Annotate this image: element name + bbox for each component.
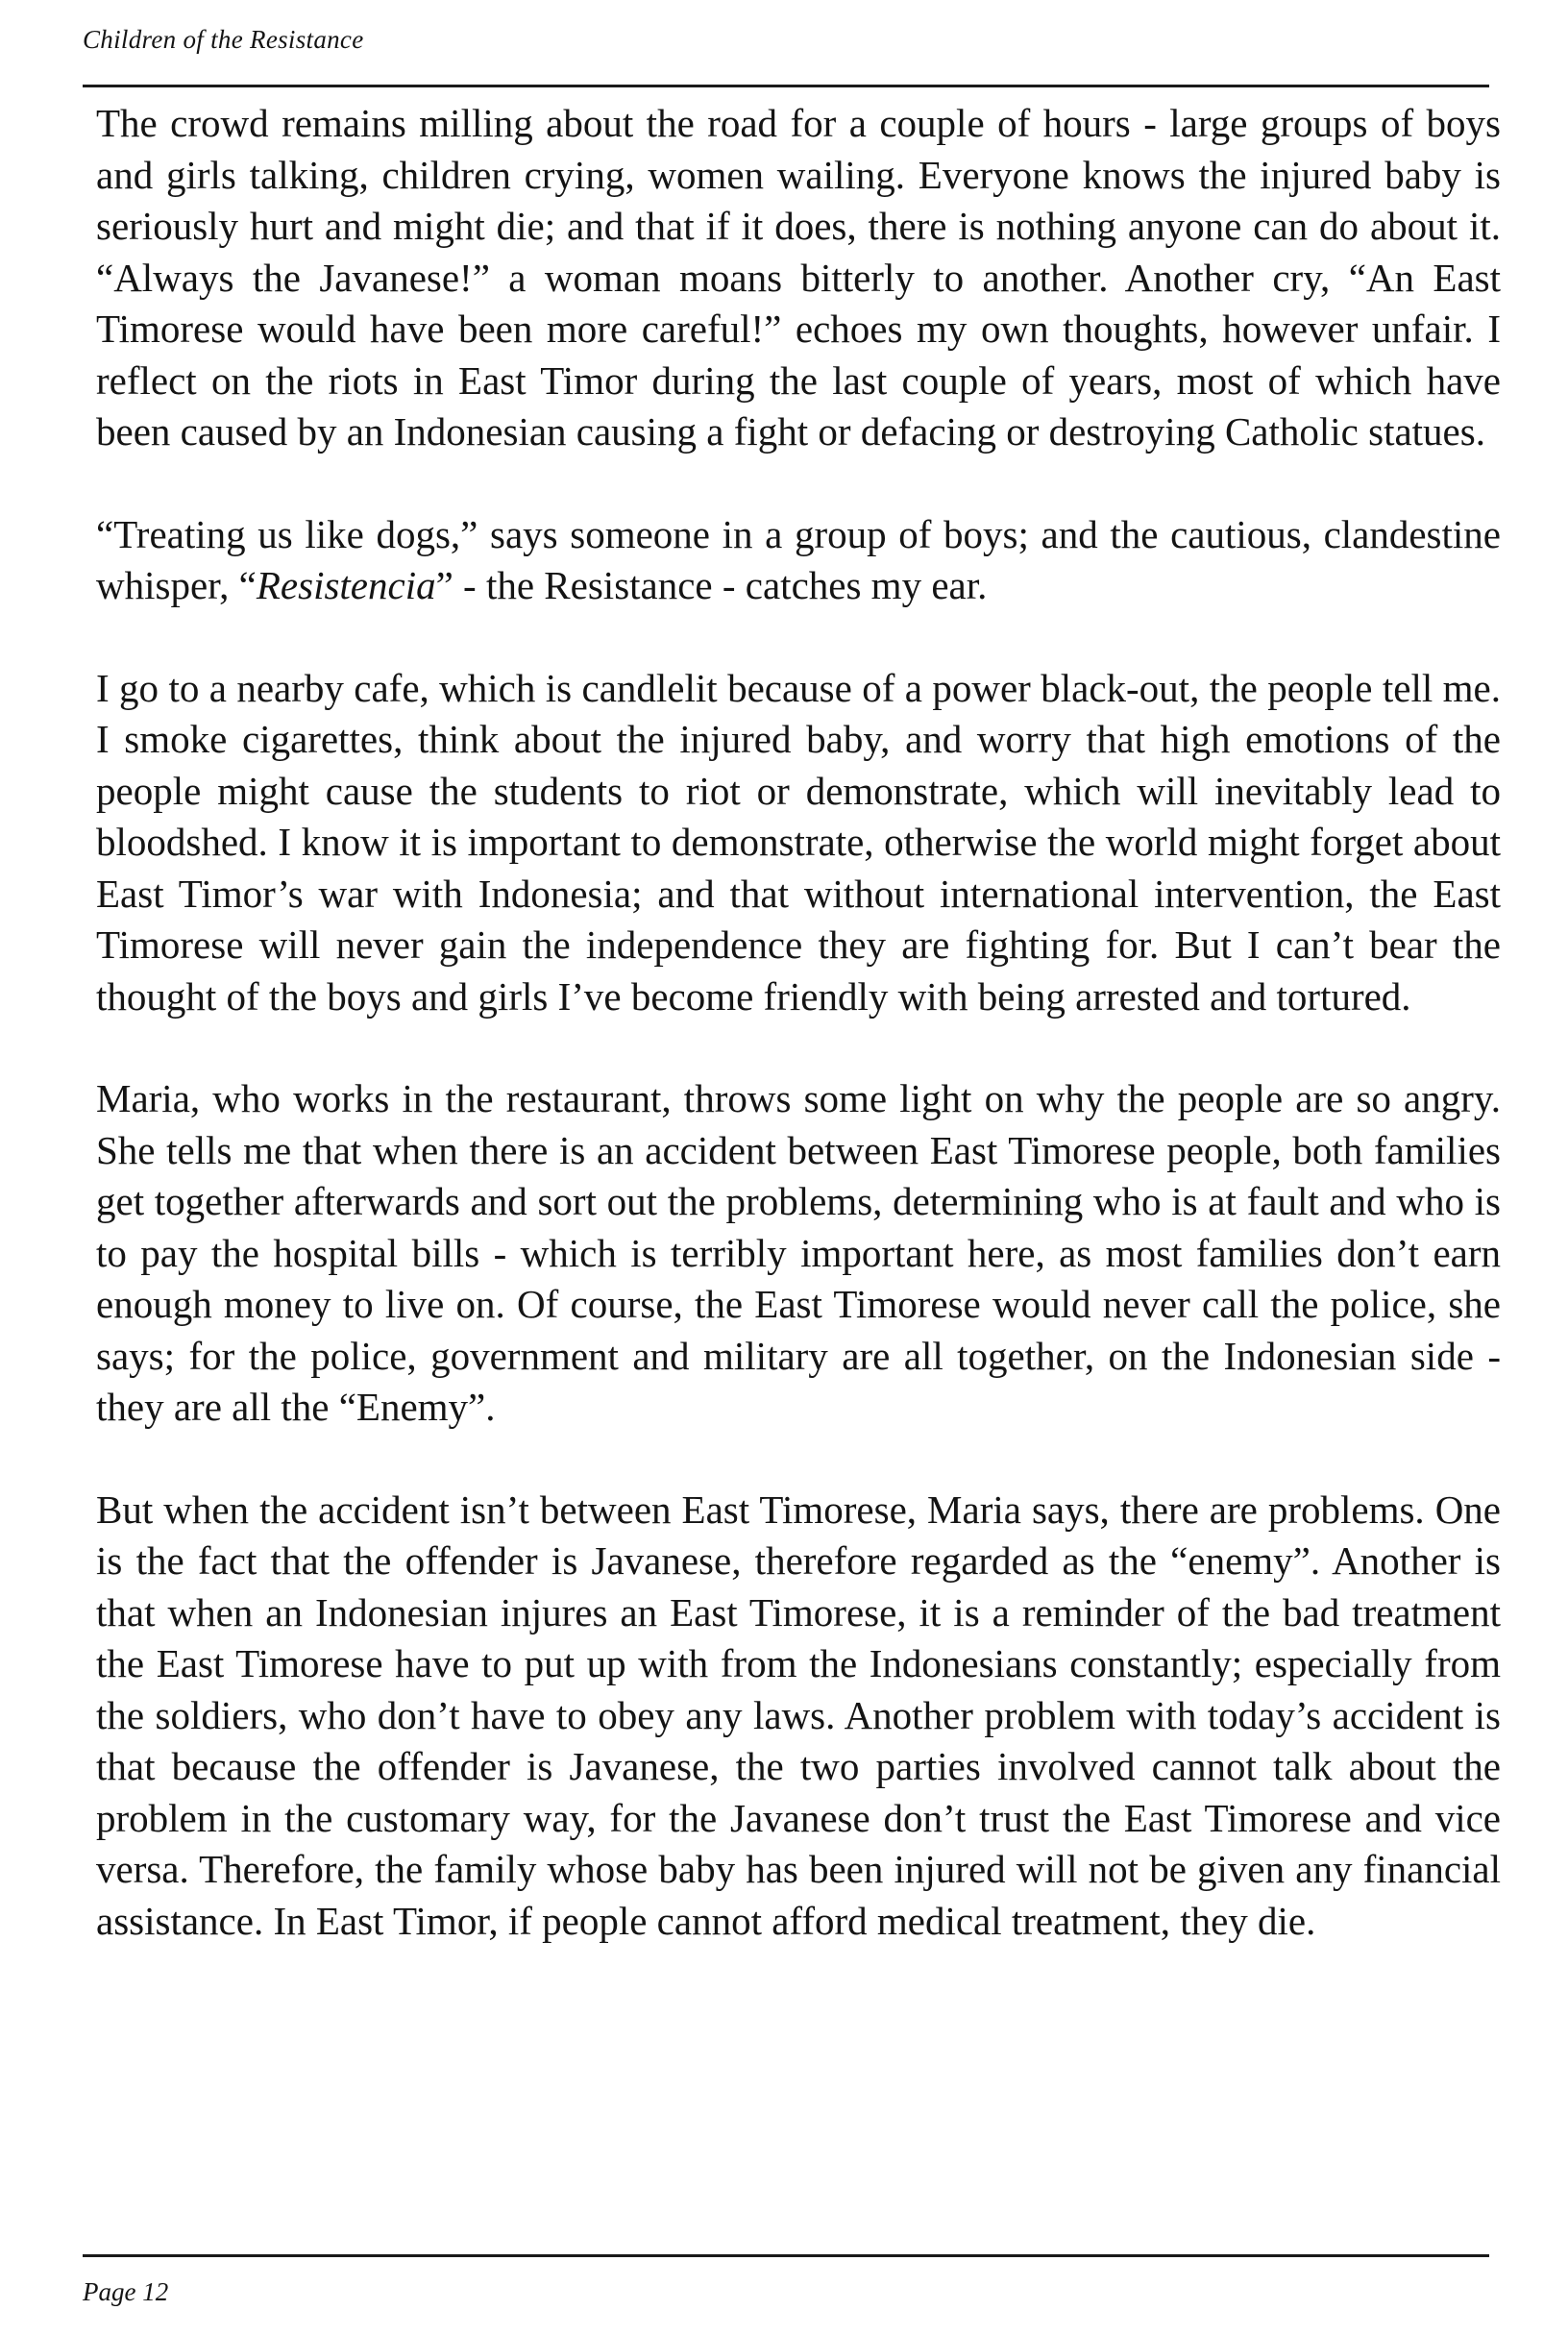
page-body xyxy=(96,98,1501,1947)
paragraph-resistance xyxy=(96,509,1501,612)
paragraph-problems: But when the accident isn’t between East Timorese, Maria says, there are problems. One is the fact that the offender is Javanese, therefore regarded as the “enemy”. Another is that when an Indonesian injures an East Timorese, it is a reminder of the bad treatment the East Timorese have to put up with from the Indonesians constantly; especially from the soldiers, who don’t have to obey any laws. Another problem with today’s accident is that because the offender is Javanese, the two parties involved cannot talk about the problem in the customary way, for the Javanese don’t trust the East Timorese and vice versa. Therefore, the family whose baby has been injured will not be given any financial assistance. In East Timor, if people cannot afford medical treatment, they die. xyxy=(96,1487,1501,1943)
paragraph-cafe: I go to a nearby cafe, which is candlelit because of a power black-out, the people tell me. I smoke cigarettes, think about the injured baby, and worry that high emotions of the people might cause the students to riot or demonstrate, which will inevitably lead to bloodshed. I know it is important to demonstrate, otherwise the world might forget about East Timor’s war with Indonesia; and that without international intervention, the East Timorese will never gain the independence they are fighting for. But I can’t bear the thought of the boys and girls I’ve become friendly with being arrested and tortured. xyxy=(96,665,1501,1019)
paragraph-resistance-end: ” - the Resistance - catches my ear. xyxy=(435,563,988,607)
resistencia-term: Resistencia xyxy=(256,563,436,607)
footer-divider xyxy=(83,2254,1489,2257)
page-number: Page 12 xyxy=(83,2277,169,2306)
paragraph-maria: Maria, who works in the restaurant, throws some light on why the people are so angry. She tells me that when there is an accident between East Timorese people, both families get together afterwards and sort out the problems, determining who is at fault and who is to pay the hospital bills - which is terribly important here, as most families don’t earn enough money to live on. Of course, the East Timorese would never call the police, she says; for the police, government and military are all together, on the Indonesian side - they are all the “Enemy”. xyxy=(96,1076,1501,1429)
header-divider xyxy=(83,85,1489,87)
running-header-title: Children of the Resistance xyxy=(83,25,364,54)
paragraph-resistance-start: “Treating us like dogs,” says someone in a group of boys; and the cautious, clandestine whisper, “ xyxy=(96,511,1501,607)
paragraph-crowd: The crowd remains milling about the road for a couple of hours - large groups of boys and girls talking, children crying, women wailing. Everyone knows the injured baby is seriously hurt and might die; and that if it does, there is nothing anyone can do about it. “Always the Javanese!” a woman moans bitterly to another. Another cry, “An East Timorese would have been more careful!” echoes my own thoughts, however unfair. I reflect on the riots in East Timor during the last couple of years, most of which have been caused by an Indonesian causing a fight or defacing or destroying Catholic statues. xyxy=(96,101,1501,454)
